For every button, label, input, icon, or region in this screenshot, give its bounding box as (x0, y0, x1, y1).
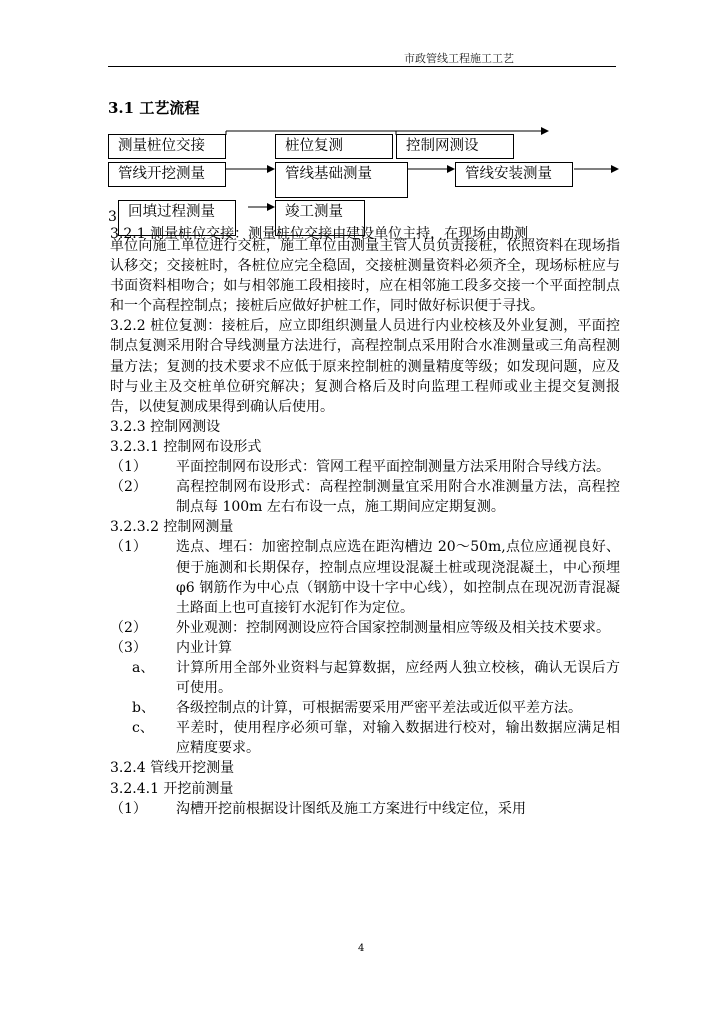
list-text: 选点、埋石：加密控制点应选在距沟槽边 20～50m,点位应通视良好、便于施测和长期保存，控制点应埋设混凝土桩或现浇混凝土，中心预埋 φ6 钢筋作为中心点（钢筋中设十字中心线），如控制点在现况沥青混凝土路面上也可直接钉水泥钉作为定位。 (176, 539, 620, 616)
list-letter: c、 (132, 720, 154, 737)
list-item (110, 799, 620, 819)
list-number: （2） (110, 479, 147, 496)
flow-box-control-network: 控制网测设 (396, 134, 514, 159)
list-item (110, 618, 620, 638)
running-header: 市政管线工程施工工艺 (404, 52, 514, 65)
heading-3-2-3: 3.2.3 控制网测设 (110, 418, 221, 435)
list-item (110, 658, 620, 698)
list-item (110, 638, 620, 658)
list-number: （1） (110, 539, 147, 556)
list-text: 平差时，使用程序必须可靠，对输入数据进行校对，输出数据应满足相应精度要求。 (176, 720, 620, 757)
list-text: 外业观测：控制网测设应符合国家控制测量相应等级及相关技术要求。 (176, 619, 610, 636)
list-number: （1） (110, 459, 147, 476)
heading-3-2-4-1: 3.2.4.1 开挖前测量 (110, 780, 234, 797)
paragraph-3-2-2: 3.2.2 桩位复测：接桩后，应立即组织测量人员进行内业校核及外业复测，平面控制点复测采用附合导线测量方法进行，高程控制点采用附合水准测量或三角高程测量方法；复测的技术要求不应低于原来控制桩的测量精度等级；如发现问题，应及时与业主及交桩单位研究解决；复测合格后及时向监理工程师或业主提交复测报告，以使复测成果得到确认后使用。 (110, 318, 620, 415)
list-number: （1） (110, 800, 147, 817)
list-item (110, 718, 620, 758)
list-letter: b、 (132, 700, 155, 717)
list-text: 内业计算 (176, 639, 232, 656)
list-item (110, 457, 620, 477)
flow-box-foundation-survey: 管线基础测量 (275, 162, 408, 198)
flow-box-stake-handover: 测量桩位交接 (108, 134, 226, 159)
header-rule (108, 66, 616, 67)
flow-box-installation-survey: 管线安装测量 (455, 162, 573, 187)
heading-3-2-3-2: 3.2.3.2 控制网测量 (110, 519, 234, 536)
list-item (110, 477, 620, 517)
paragraph-3-2-1-clipped: 3.2.1 测量桩位交接：测量桩位交接由建设单位主持，在现场由勘测 (110, 226, 529, 242)
list-letter: a、 (132, 659, 155, 676)
section-title: 3.1 工艺流程 (108, 99, 200, 117)
page-number: 4 (358, 943, 365, 954)
hidden-heading-stub: 3 (108, 209, 117, 225)
document-body (110, 226, 620, 819)
list-text: 高程控制网布设形式：高程控制测量宜采用附合水准测量方法，高程控制点每 100m 左右布设一点，施工期间应定期复测。 (176, 479, 620, 516)
list-item (110, 698, 620, 718)
list-number: （3） (110, 639, 147, 656)
flow-box-completion-survey: 竣工测量 (275, 200, 365, 236)
heading-3-2-4: 3.2.4 管线开挖测量 (110, 760, 235, 777)
list-number: （2） (110, 619, 147, 636)
heading-3-2-3-1: 3.2.3.1 控制网布设形式 (110, 438, 262, 455)
list-text: 计算所用全部外业资料与起算数据，应经两人独立校核，确认无误后方可使用。 (176, 659, 620, 697)
list-text: 沟槽开挖前根据设计图纸及施工方案进行中线定位，采用 (176, 800, 526, 817)
flow-box-backfill-survey: 回填过程测量 (118, 200, 236, 236)
paragraph-3-2-1: 单位向施工单位进行交桩，施工单位由测量主管人员负责接桩，依照资料在现场指认移交；交接桩时，各桩位应完全稳固，交接桩测量资料必须齐全，现场标桩应与书面资料相吻合；如与相邻施工段相接时，应在相邻施工段多交接一个平面控制点和一个高程控制点；接桩后应做好护桩工作，同时做好标识便于寻找。 (110, 238, 620, 315)
list-text: 各级控制点的计算，可根据需要采用严密平差法或近似平差方法。 (176, 700, 582, 717)
flow-box-excavation-survey: 管线开挖测量 (108, 162, 226, 187)
list-item (110, 537, 620, 617)
flow-box-stake-resurvey: 桩位复测 (275, 134, 393, 159)
list-text: 平面控制网布设形式：管网工程平面控制测量方法采用附合导线方法。 (176, 459, 610, 476)
